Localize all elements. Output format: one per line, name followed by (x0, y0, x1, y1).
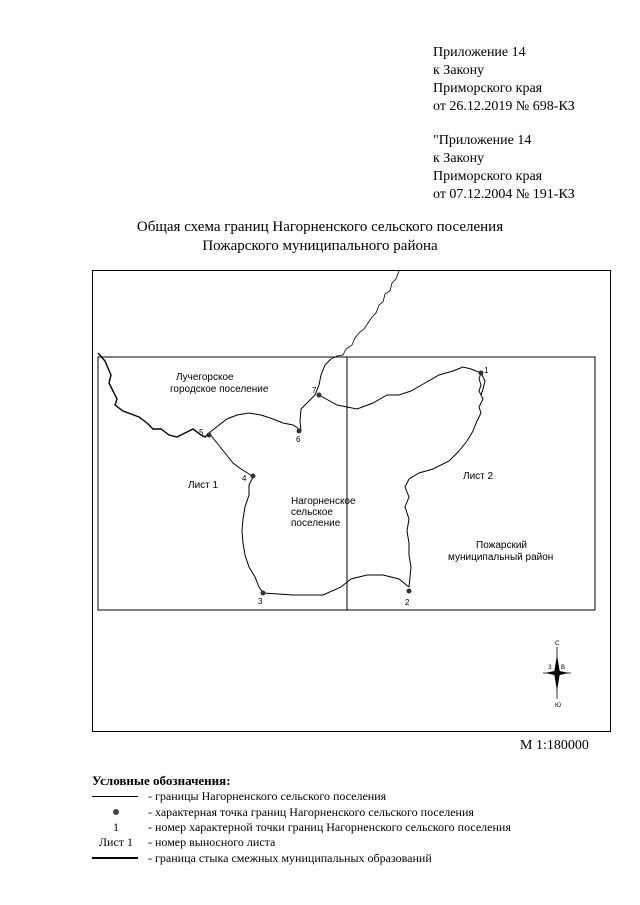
boundary-point-2 (407, 589, 412, 594)
appendix-old-line-1: "Приложение 14 (433, 133, 532, 148)
appendix-old-line-2: к Закону (433, 151, 485, 166)
map-scale: М 1:180000 (520, 738, 589, 753)
document-title-line-2: Пожарского муниципального района (202, 238, 438, 254)
legend-title: Условные обозначения: (92, 773, 231, 788)
document-title-line-1: Общая схема границ Нагорненского сельского поселения (136, 219, 504, 235)
compass-west: З (548, 665, 552, 671)
boundary-point-6 (297, 429, 302, 434)
appendix-new-line-1: Приложение 14 (433, 45, 526, 60)
point-number-2: 2 (405, 598, 410, 607)
legend-symbol-boundary-line (92, 789, 140, 804)
legend-row-point (92, 805, 632, 820)
point-number-3: 3 (258, 597, 263, 606)
legend-symbol-point-dot (92, 805, 140, 820)
sheet-2-frame (347, 357, 595, 610)
legend-row-sheet-number (92, 835, 632, 850)
appendix-new-line-2: к Закону (433, 63, 485, 78)
appendix-gap (433, 116, 575, 132)
boundary-point-7 (317, 393, 322, 398)
appendix-old-line-4: от 07.12.2004 № 191-КЗ (433, 187, 575, 202)
legend-symbol-point-number: 1 (113, 820, 119, 834)
area-label-luchegorsk-2: городское поселение (170, 384, 269, 395)
adjacent-boundary (98, 353, 209, 437)
sheet-label-1: Лист 1 (188, 480, 219, 491)
compass-north: С (555, 641, 560, 647)
legend-symbol-adjacent-line (92, 851, 140, 866)
legend-text-adjacent-boundary: - граница стыка смежных муниципальных образований (148, 851, 432, 865)
appendix-new-line-4: от 26.12.2019 № 698-КЗ (433, 99, 575, 114)
legend-text-point-number: - номер характерной точки границ Нагорненского сельского поселения (148, 820, 511, 834)
map-canvas (93, 271, 612, 733)
area-label-nagornoe-3: поселение (291, 518, 341, 529)
appendix-header (433, 44, 575, 204)
boundary-point-5 (207, 433, 212, 438)
legend-row-boundary (92, 789, 632, 804)
document-title (0, 218, 640, 256)
area-label-luchegorsk-1: Лучегорское (176, 372, 234, 383)
point-number-6: 6 (296, 435, 301, 444)
area-label-pozharsky-2: муниципальный район (448, 552, 554, 563)
legend-text-sheet-number: - номер выносного листа (148, 835, 276, 849)
map-frame (92, 270, 611, 732)
legend-text-boundary: - границы Нагорненского сельского поселения (148, 789, 387, 803)
appendix-new-line-3: Приморского края (433, 81, 543, 96)
area-label-nagornoe-1: Нагорненское (291, 496, 356, 507)
point-number-5: 5 (199, 428, 204, 437)
boundary-point-3 (261, 591, 266, 596)
compass-south: Ю (555, 703, 562, 709)
point-number-7: 7 (312, 386, 317, 395)
boundary-point-1 (479, 371, 484, 376)
boundary-point-4 (251, 474, 256, 479)
legend-text-point: - характерная точка границ Нагорненского сельского поселения (148, 805, 474, 819)
legend-symbol-sheet-number: Лист 1 (98, 835, 134, 849)
legend-row-point-number (92, 820, 632, 835)
point-number-1: 1 (484, 366, 489, 375)
area-label-pozharsky-1: Пожарский (476, 540, 527, 551)
area-label-nagornoe-2: сельское (291, 507, 333, 518)
compass-rose (543, 641, 571, 709)
point-number-4: 4 (242, 474, 247, 483)
sheet-label-2: Лист 2 (463, 471, 494, 482)
river-line (331, 271, 399, 359)
appendix-old-line-3: Приморского края (433, 169, 543, 184)
compass-east: В (561, 665, 566, 671)
legend-row-adjacent-boundary (92, 851, 632, 866)
